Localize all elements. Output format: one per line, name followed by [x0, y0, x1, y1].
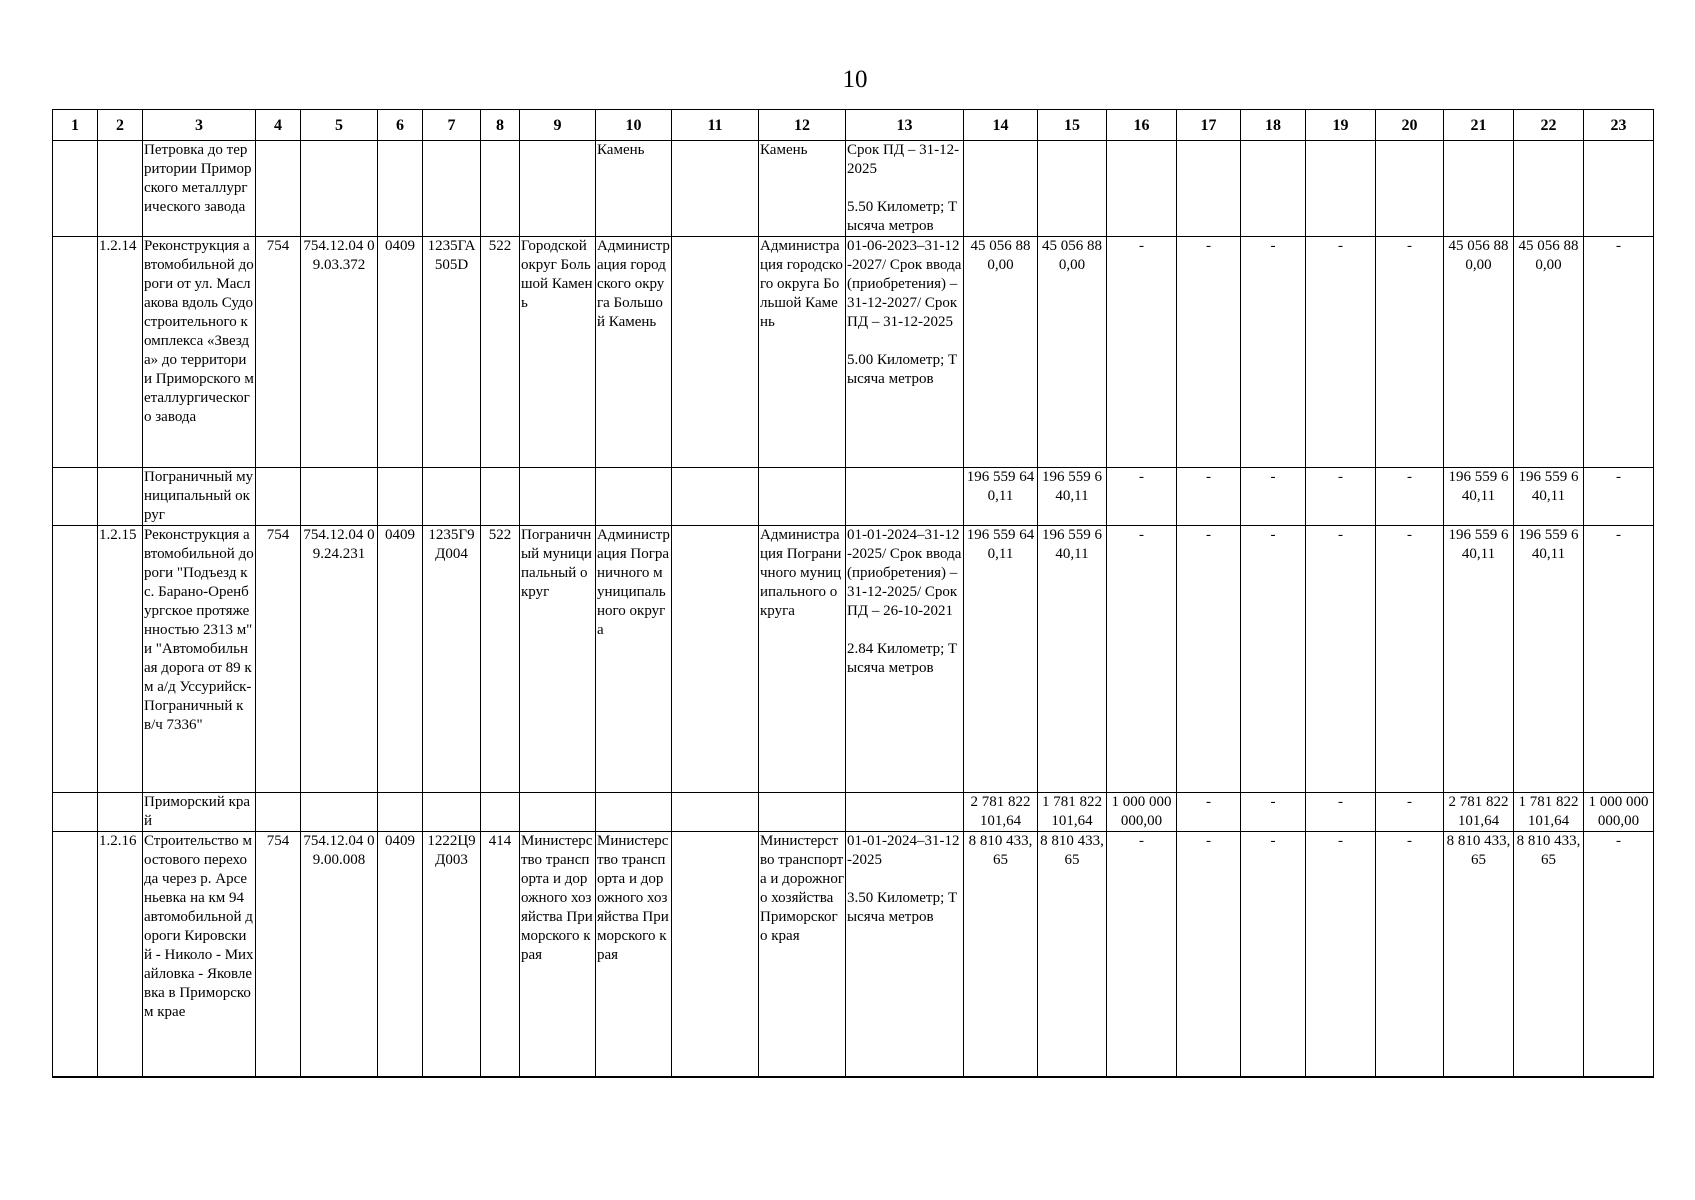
- header-cell: 12: [759, 110, 846, 141]
- cell-col1: [53, 237, 98, 468]
- cell-col9: [520, 793, 596, 832]
- budget-table: [52, 109, 1654, 1078]
- cell-col6: 0409: [378, 237, 423, 468]
- header-cell: 6: [378, 110, 423, 141]
- cell-col13: 01-06-2023–31-12-2027/ Срок ввода (приобретения) – 31-12-2027/ Срок ПД – 31-12-2025 5.00 Километр; Тысяча метров: [846, 237, 964, 468]
- cell-col16: [1107, 141, 1177, 237]
- table-row: [53, 526, 1654, 793]
- cell-col10: Администрация Пограничного муниципального округа: [596, 526, 672, 793]
- cell-col5: [301, 141, 378, 237]
- cell-col5: [301, 468, 378, 526]
- cell-col20: -: [1376, 526, 1444, 793]
- cell-col21: 2 781 822 101,64: [1444, 793, 1514, 832]
- cell-col4: 754: [256, 832, 301, 1077]
- cell-col18: [1241, 141, 1306, 237]
- cell-col19: -: [1306, 468, 1376, 526]
- cell-col20: -: [1376, 832, 1444, 1077]
- cell-col22: [1514, 141, 1584, 237]
- cell-number: [98, 793, 143, 832]
- cell-col12: Министерство транспорта и дорожного хозяйства Приморского края: [759, 832, 846, 1077]
- cell-col17: -: [1177, 832, 1241, 1077]
- cell-col5: 754.12.04 09.24.231: [301, 526, 378, 793]
- cell-col10: Министерство транспорта и дорожного хозяйства Приморского края: [596, 832, 672, 1077]
- cell-col4: [256, 793, 301, 832]
- cell-col8: [481, 793, 520, 832]
- cell-col12: Администрация городского округа Большой Камень: [759, 237, 846, 468]
- table-row: [53, 237, 1654, 468]
- cell-col17: -: [1177, 468, 1241, 526]
- cell-col13: Срок ПД – 31-12-2025 5.50 Километр; Тысяча метров: [846, 141, 964, 237]
- cell-col13: 01-01-2024–31-12-2025 3.50 Километр; Тысяча метров: [846, 832, 964, 1077]
- cell-col23: [1584, 141, 1654, 237]
- cell-col23: -: [1584, 237, 1654, 468]
- cell-col12: Камень: [759, 141, 846, 237]
- cell-col17: -: [1177, 526, 1241, 793]
- cell-col20: -: [1376, 468, 1444, 526]
- cell-col11: [672, 793, 759, 832]
- cell-col8: 414: [481, 832, 520, 1077]
- cell-col14: 196 559 640,11: [964, 468, 1038, 526]
- cell-col11: [672, 468, 759, 526]
- cell-col7: 1222Ц9 Д003: [423, 832, 481, 1077]
- cell-col14: 8 810 433,65: [964, 832, 1038, 1077]
- cell-col12: [759, 793, 846, 832]
- cell-col9: [520, 141, 596, 237]
- cell-col8: [481, 468, 520, 526]
- cell-col15: 8 810 433,65: [1038, 832, 1107, 1077]
- header-cell: 14: [964, 110, 1038, 141]
- cell-col18: -: [1241, 526, 1306, 793]
- cell-col19: -: [1306, 526, 1376, 793]
- cell-col20: [1376, 141, 1444, 237]
- cell-col5: 754.12.04 09.00.008: [301, 832, 378, 1077]
- cell-object-name: Реконструкция автомобильной дороги от ул. Маслакова вдоль Судостроительного комплекса «Звезда» до территории Приморского металлургического завода: [143, 237, 256, 468]
- cell-col15: [1038, 141, 1107, 237]
- header-cell: 15: [1038, 110, 1107, 141]
- header-cell: 10: [596, 110, 672, 141]
- table-row: [53, 141, 1654, 237]
- cell-col7: [423, 141, 481, 237]
- cell-number: [98, 468, 143, 526]
- cell-col18: -: [1241, 793, 1306, 832]
- table-row: [53, 468, 1654, 526]
- page-number: 10: [842, 66, 868, 93]
- cell-col10: [596, 468, 672, 526]
- cell-col22: 196 559 640,11: [1514, 526, 1584, 793]
- cell-col13: [846, 793, 964, 832]
- cell-col19: -: [1306, 832, 1376, 1077]
- cell-col19: [1306, 141, 1376, 237]
- cell-col6: [378, 468, 423, 526]
- cell-col22: 45 056 880,00: [1514, 237, 1584, 468]
- cell-col16: -: [1107, 468, 1177, 526]
- cell-col15: 196 559 640,11: [1038, 526, 1107, 793]
- cell-col15: 196 559 640,11: [1038, 468, 1107, 526]
- cell-object-name: Реконструкция автомобильной дороги "Подъезд к с. Барано-Оренбургское протяженностью 2313 м" и "Автомобильная дорога от 89 км а/д Уссурийск-Пограничный к в/ч 7336": [143, 526, 256, 793]
- cell-col5: [301, 793, 378, 832]
- cell-col19: -: [1306, 237, 1376, 468]
- cell-number: 1.2.16: [98, 832, 143, 1077]
- cell-col14: 2 781 822 101,64: [964, 793, 1038, 832]
- cell-col4: [256, 468, 301, 526]
- cell-col10: [596, 793, 672, 832]
- header-cell: 21: [1444, 110, 1514, 141]
- cell-col6: 0409: [378, 526, 423, 793]
- header-cell: 17: [1177, 110, 1241, 141]
- cell-col12: Администрация Пограничного муниципального округа: [759, 526, 846, 793]
- cell-col14: 45 056 880,00: [964, 237, 1038, 468]
- cell-col11: [672, 526, 759, 793]
- header-cell: 13: [846, 110, 964, 141]
- cell-col22: 1 781 822 101,64: [1514, 793, 1584, 832]
- cell-col18: -: [1241, 237, 1306, 468]
- cell-col16: -: [1107, 526, 1177, 793]
- cell-col13: [846, 468, 964, 526]
- cell-col1: [53, 141, 98, 237]
- header-cell: 22: [1514, 110, 1584, 141]
- table-row: [53, 832, 1654, 1077]
- cell-col6: 0409: [378, 832, 423, 1077]
- cell-col17: [1177, 141, 1241, 237]
- header-cell: 20: [1376, 110, 1444, 141]
- header-cell: 16: [1107, 110, 1177, 141]
- cell-col23: -: [1584, 832, 1654, 1077]
- cell-col8: [481, 141, 520, 237]
- cell-col21: 196 559 640,11: [1444, 468, 1514, 526]
- cell-col6: [378, 141, 423, 237]
- cell-col17: -: [1177, 793, 1241, 832]
- cell-col22: 196 559 640,11: [1514, 468, 1584, 526]
- cell-col1: [53, 793, 98, 832]
- cell-number: 1.2.15: [98, 526, 143, 793]
- header-cell: 4: [256, 110, 301, 141]
- cell-col7: [423, 793, 481, 832]
- header-cell: 2: [98, 110, 143, 141]
- cell-col21: 196 559 640,11: [1444, 526, 1514, 793]
- cell-col10: Камень: [596, 141, 672, 237]
- cell-col4: [256, 141, 301, 237]
- header-cell: 5: [301, 110, 378, 141]
- header-cell: 18: [1241, 110, 1306, 141]
- header-cell: 8: [481, 110, 520, 141]
- cell-col23: -: [1584, 468, 1654, 526]
- cell-col8: 522: [481, 237, 520, 468]
- cell-object-name: Пограничный муниципальный округ: [143, 468, 256, 526]
- cell-col17: -: [1177, 237, 1241, 468]
- cell-col21: [1444, 141, 1514, 237]
- cell-col19: -: [1306, 793, 1376, 832]
- header-cell: 9: [520, 110, 596, 141]
- cell-col7: 1235ГА 505D: [423, 237, 481, 468]
- cell-col9: [520, 468, 596, 526]
- header-cell: 23: [1584, 110, 1654, 141]
- cell-col15: 45 056 880,00: [1038, 237, 1107, 468]
- cell-col1: [53, 526, 98, 793]
- cell-col4: 754: [256, 526, 301, 793]
- header-cell: 1: [53, 110, 98, 141]
- cell-col16: -: [1107, 832, 1177, 1077]
- cell-col16: 1 000 000 000,00: [1107, 793, 1177, 832]
- cell-col23: -: [1584, 526, 1654, 793]
- header-cell: 7: [423, 110, 481, 141]
- cell-col7: [423, 468, 481, 526]
- cell-col18: -: [1241, 832, 1306, 1077]
- cell-col11: [672, 832, 759, 1077]
- cell-object-name: Петровка до территории Приморского металлургического завода: [143, 141, 256, 237]
- cell-col11: [672, 237, 759, 468]
- cell-col20: -: [1376, 793, 1444, 832]
- cell-object-name: Приморский край: [143, 793, 256, 832]
- cell-col12: [759, 468, 846, 526]
- cell-number: 1.2.14: [98, 237, 143, 468]
- cell-col9: Пограничный муниципальный округ: [520, 526, 596, 793]
- header-cell: 3: [143, 110, 256, 141]
- table-row: [53, 793, 1654, 832]
- cell-col8: 522: [481, 526, 520, 793]
- cell-col16: -: [1107, 237, 1177, 468]
- cell-col14: 196 559 640,11: [964, 526, 1038, 793]
- cell-col22: 8 810 433,65: [1514, 832, 1584, 1077]
- cell-number: [98, 141, 143, 237]
- cell-col7: 1235Г9 Д004: [423, 526, 481, 793]
- cell-col1: [53, 832, 98, 1077]
- cell-col1: [53, 468, 98, 526]
- cell-col18: -: [1241, 468, 1306, 526]
- cell-col11: [672, 141, 759, 237]
- cell-col9: Городской округ Большой Камень: [520, 237, 596, 468]
- cell-col21: 8 810 433,65: [1444, 832, 1514, 1077]
- cell-col5: 754.12.04 09.03.372: [301, 237, 378, 468]
- header-cell: 11: [672, 110, 759, 141]
- cell-col23: 1 000 000 000,00: [1584, 793, 1654, 832]
- cell-object-name: Строительство мостового перехода через р. Арсеньевка на км 94 автомобильной дороги Кировский - Николо - Михайловка - Яковлевка в Приморском крае: [143, 832, 256, 1077]
- cell-col15: 1 781 822 101,64: [1038, 793, 1107, 832]
- cell-col13: 01-01-2024–31-12-2025/ Срок ввода (приобретения) – 31-12-2025/ Срок ПД – 26-10-2021 2.84 Километр; Тысяча метров: [846, 526, 964, 793]
- cell-col9: Министерство транспорта и дорожного хозяйства Приморского края: [520, 832, 596, 1077]
- header-row: [53, 110, 1654, 141]
- cell-col21: 45 056 880,00: [1444, 237, 1514, 468]
- header-cell: 19: [1306, 110, 1376, 141]
- cell-col14: [964, 141, 1038, 237]
- cell-col20: -: [1376, 237, 1444, 468]
- cell-col10: Администрация городского округа Большой Камень: [596, 237, 672, 468]
- cell-col4: 754: [256, 237, 301, 468]
- cell-col6: [378, 793, 423, 832]
